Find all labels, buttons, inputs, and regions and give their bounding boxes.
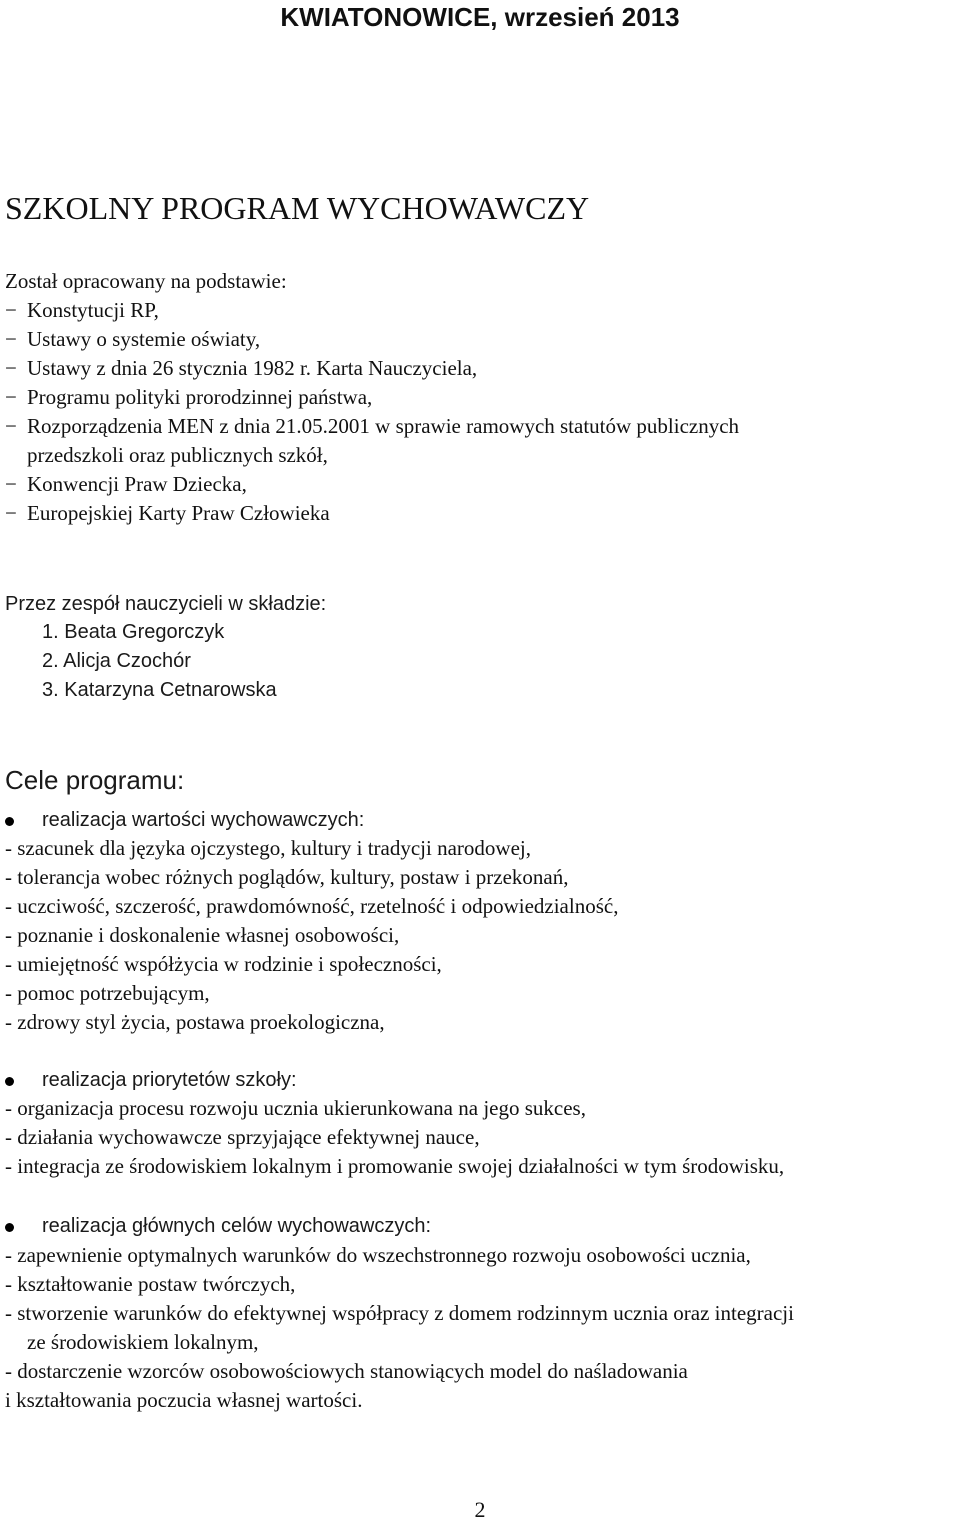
goals-heading: Cele programu: — [5, 765, 185, 795]
main-goals-item-continuation: i kształtowania poczucia własnej wartości. — [5, 1388, 363, 1412]
priorities-item: - działania wychowawcze sprzyjające efektywnej nauce, — [5, 1125, 480, 1149]
main-goals-heading: realizacja głównych celów wychowawczych: — [42, 1215, 432, 1237]
document-title: SZKOLNY PROGRAM WYCHOWAWCZY — [5, 190, 590, 226]
team-member: 2. Alicja Czochór — [42, 650, 191, 672]
bullet-icon — [5, 1223, 14, 1232]
main-goals-item: - zapewnienie optymalnych warunków do wszechstronnego rozwoju osobowości ucznia, — [5, 1243, 751, 1267]
basis-item: − Europejskiej Karty Praw Człowieka — [5, 501, 330, 525]
values-item: - poznanie i doskonalenie własnej osobowości, — [5, 923, 400, 947]
basis-intro: Został opracowany na podstawie: — [5, 269, 287, 293]
main-goals-item-continuation: ze środowiskiem lokalnym, — [27, 1330, 259, 1354]
values-heading: realizacja wartości wychowawczych: — [42, 809, 365, 831]
team-member: 3. Katarzyna Cetnarowska — [42, 679, 277, 701]
values-item: - szacunek dla języka ojczystego, kultury i tradycji narodowej, — [5, 836, 531, 860]
basis-item: − Konstytucji RP, — [5, 298, 159, 322]
main-goals-item: - kształtowanie postaw twórczych, — [5, 1272, 296, 1296]
values-item: - zdrowy styl życia, postawa proekologiczna, — [5, 1010, 385, 1034]
basis-item-continuation: przedszkoli oraz publicznych szkół, — [27, 443, 328, 467]
basis-item: − Ustawy o systemie oświaty, — [5, 327, 261, 351]
basis-item: − Konwencji Praw Dziecka, — [5, 472, 247, 496]
values-item: - umiejętność współżycia w rodzinie i społeczności, — [5, 952, 442, 976]
priorities-heading: realizacja priorytetów szkoły: — [42, 1069, 297, 1091]
bullet-icon — [5, 1077, 14, 1086]
bullet-icon — [5, 817, 14, 826]
values-item: - pomoc potrzebującym, — [5, 981, 210, 1005]
main-goals-item: - stworzenie warunków do efektywnej współpracy z domem rodzinnym ucznia oraz integracji — [5, 1301, 794, 1325]
basis-item: − Rozporządzenia MEN z dnia 21.05.2001 w sprawie ramowych statutów publicznych — [5, 414, 740, 438]
page-number: 2 — [474, 1497, 486, 1522]
priorities-item: - integracja ze środowiskiem lokalnym i promowanie swojej działalności w tym środowisku, — [5, 1154, 785, 1178]
page-header: KWIATONOWICE, wrzesień 2013 — [280, 2, 680, 32]
basis-item: − Ustawy z dnia 26 stycznia 1982 r. Karta Nauczyciela, — [5, 356, 478, 380]
team-intro: Przez zespół nauczycieli w składzie: — [5, 593, 327, 615]
basis-item: − Programu polityki prorodzinnej państwa, — [5, 385, 373, 409]
values-item: - tolerancja wobec różnych poglądów, kultury, postaw i przekonań, — [5, 865, 569, 889]
team-member: 1. Beata Gregorczyk — [42, 621, 225, 643]
priorities-item: - organizacja procesu rozwoju ucznia ukierunkowana na jego sukces, — [5, 1096, 586, 1120]
values-item: - uczciwość, szczerość, prawdomówność, rzetelność i odpowiedzialność, — [5, 894, 619, 918]
main-goals-item: - dostarczenie wzorców osobowościowych stanowiących model do naśladowania — [5, 1359, 688, 1383]
